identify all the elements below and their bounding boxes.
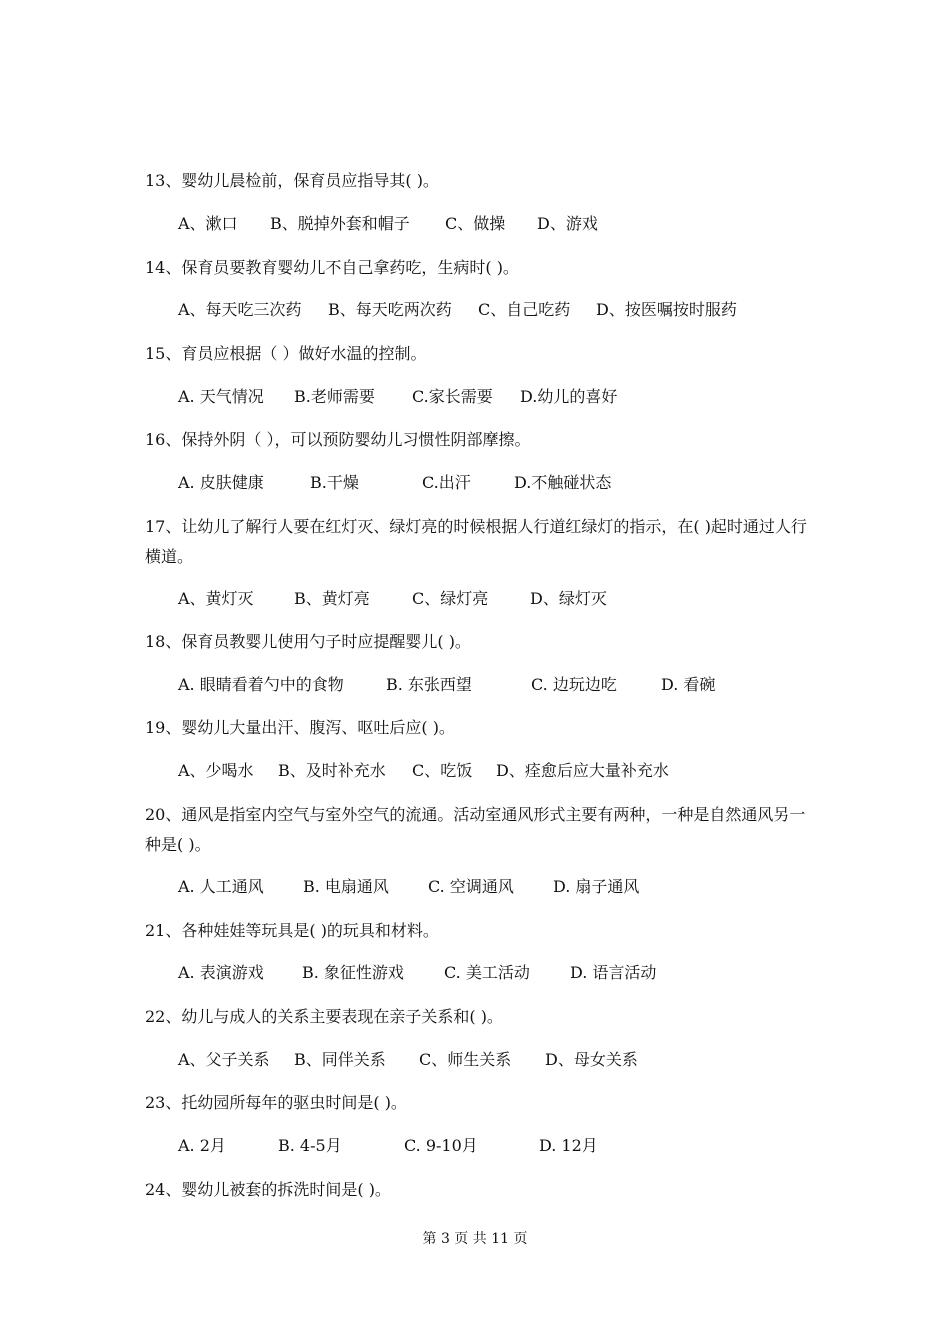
question-17-options (178, 588, 607, 610)
option-d: D、痊愈后应大量补充水 (496, 761, 669, 780)
option-c: C、师生关系 (419, 1050, 512, 1069)
question-21: 21、各种娃娃等玩具是( )的玩具和材料。 (145, 921, 439, 940)
question-13: 13、婴幼儿晨检前，保育员应指导其( )。 (145, 171, 439, 190)
option-d: D. 看碗 (661, 675, 716, 694)
option-a: A. 2月 (178, 1136, 226, 1155)
option-d: D.幼儿的喜好 (520, 387, 618, 406)
option-c: C. 空调通风 (428, 877, 514, 896)
option-b: B. 东张西望 (386, 675, 472, 694)
option-d: D. 扇子通风 (553, 877, 640, 896)
question-20: 20、通风是指室内空气与室外空气的流通。活动室通风形式主要有两种，一种是自然通风另一种是( )。 (145, 805, 806, 854)
option-a: A、黄灯灭 (178, 589, 254, 608)
option-d: D. 语言活动 (570, 963, 657, 982)
option-c: C、自己吃药 (478, 300, 571, 319)
question-14-options (178, 299, 737, 321)
option-b: B、每天吃两次药 (328, 300, 452, 319)
option-c: C. 9-10月 (404, 1136, 478, 1155)
option-b: B、脱掉外套和帽子 (270, 214, 410, 233)
option-b: B. 4-5月 (278, 1136, 342, 1155)
option-a: A. 表演游戏 (178, 963, 264, 982)
option-a: A. 眼睛看着勺中的食物 (178, 675, 344, 694)
option-b: B.干燥 (310, 473, 359, 492)
question-14: 14、保育员要教育婴幼儿不自己拿药吃，生病时( )。 (145, 258, 519, 277)
question-19-options (178, 760, 669, 782)
option-b: B. 象征性游戏 (302, 963, 404, 982)
page-footer: 第 3 页 共 11 页 (422, 1231, 528, 1247)
option-c: C. 美工活动 (444, 963, 530, 982)
option-b: B、同伴关系 (294, 1050, 386, 1069)
question-23: 23、托幼园所每年的驱虫时间是( )。 (145, 1093, 407, 1112)
option-d: D.不触碰状态 (514, 473, 612, 492)
question-20-options (178, 876, 639, 898)
option-b: B.老师需要 (294, 387, 375, 406)
question-24: 24、婴幼儿被套的拆洗时间是( )。 (145, 1180, 391, 1199)
option-d: D. 12月 (539, 1136, 598, 1155)
option-c: C.出汗 (422, 473, 471, 492)
option-c: C. 边玩边吃 (531, 675, 617, 694)
option-a: A. 人工通风 (178, 877, 264, 896)
question-23-options (178, 1135, 598, 1157)
option-c: C、做操 (445, 214, 506, 233)
question-13-options (178, 213, 598, 235)
option-b: B、及时补充水 (278, 761, 386, 780)
question-22: 22、幼儿与成人的关系主要表现在亲子关系和( )。 (145, 1007, 503, 1026)
option-d: D、按医嘱按时服药 (596, 300, 737, 319)
question-15: 15、育员应根据（ ）做好水温的控制。 (145, 344, 427, 363)
option-a: A、少喝水 (178, 761, 254, 780)
question-15-options (178, 386, 617, 408)
option-a: A、漱口 (178, 214, 238, 233)
question-16: 16、保持外阴（ ），可以预防婴幼儿习惯性阴部摩擦。 (145, 430, 531, 449)
option-d: D、游戏 (537, 214, 598, 233)
option-d: D、绿灯灭 (530, 589, 607, 608)
option-a: A、每天吃三次药 (178, 300, 302, 319)
question-22-options (178, 1049, 638, 1071)
question-16-options (178, 472, 611, 494)
option-a: A. 皮肤健康 (178, 473, 264, 492)
question-18: 18、保育员教婴儿使用勺子时应提醒婴儿( )。 (145, 632, 471, 651)
option-a: A. 天气情况 (178, 387, 264, 406)
option-c: C、吃饭 (412, 761, 473, 780)
option-c: C、绿灯亮 (412, 589, 489, 608)
question-21-options (178, 962, 656, 984)
question-17: 17、让幼儿了解行人要在红灯灭、绿灯亮的时候根据人行道红绿灯的指示，在( )起时通过人行横道。 (145, 517, 807, 566)
question-18-options (178, 674, 715, 696)
option-d: D、母女关系 (545, 1050, 638, 1069)
option-a: A、父子关系 (178, 1050, 270, 1069)
option-c: C.家长需要 (412, 387, 493, 406)
option-b: B、黄灯亮 (294, 589, 370, 608)
option-b: B. 电扇通风 (303, 877, 389, 896)
question-19: 19、婴幼儿大量出汗、腹泻、呕吐后应( )。 (145, 718, 455, 737)
